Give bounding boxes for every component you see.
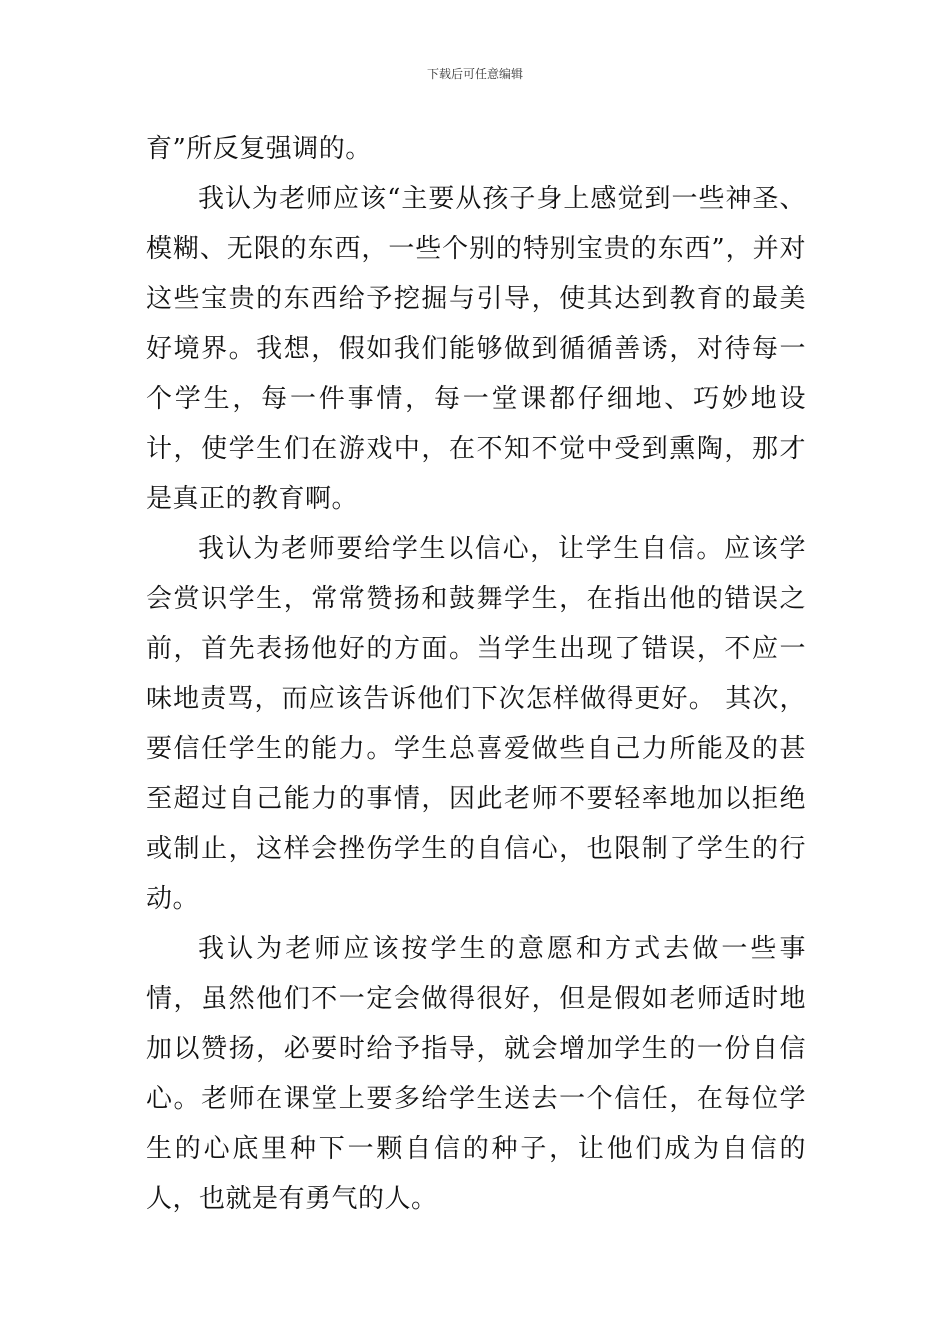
paragraph-continuation: 育”所反复强调的。 (146, 134, 372, 164)
paragraph: 我认为老师应该“主要从孩子身上感觉到一些神圣、模糊、无限的东西，一些个别的特别宝贵的东西”，并对这些宝贵的东西给予挖掘与引导，使其达到教育的最美好境界。我想，假如我们能够做到循循善诱，对待每一个学生，每一件事情，每一堂课都仔细地、巧妙地设计，使学生们在游戏中，在不知不觉中受到熏陶，那才是真正的教育啊。 (146, 184, 806, 514)
paragraph: 我认为老师应该按学生的意愿和方式去做一些事情，虽然他们不一定会做得很好，但是假如老师适时地加以赞扬，必要时给予指导，就会增加学生的一份自信心。老师在课堂上要多给学生送去一个信任，在每位学生的心底里种下一颗自信的种子，让他们成为自信的人，也就是有勇气的人。 (146, 934, 806, 1214)
paragraph: 我认为老师要给学生以信心，让学生自信。应该学会赏识学生，常常赞扬和鼓舞学生，在指出他的错误之前，首先表扬他好的方面。当学生出现了错误，不应一味地责骂，而应该告诉他们下次怎样做得更好。 其次，要信任学生的能力。学生总喜爱做些自己力所能及的甚至超过自己能力的事情，因此老师不要轻率地加以拒绝或制止，这样会挫伤学生的自信心，也限制了学生的行动。 (146, 534, 806, 914)
page-header: 下载后可任意编辑 (426, 67, 523, 81)
document-body (146, 124, 806, 1224)
